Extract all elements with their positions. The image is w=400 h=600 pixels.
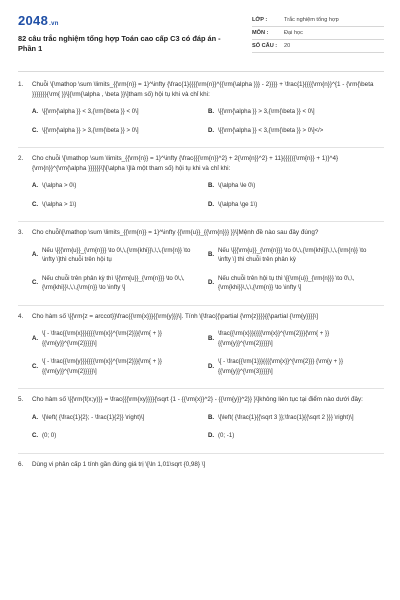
answer-option-c[interactable]	[32, 431, 208, 441]
answer-option-b[interactable]	[208, 181, 384, 191]
option-text: (0; -1)	[218, 432, 235, 439]
option-text: Nếu \[{{\rm{u}}_{\rm{n}}} \to 0\,\,{\rm{khi}}\,\,\,{\rm{n}} \to \infty \] thì chuỗi trên phân kỳ	[218, 246, 367, 263]
answer-option-c[interactable]	[32, 200, 208, 210]
header-left	[18, 13, 240, 71]
option-text: \[ - \frac{{\rm{x}}}{{{{\rm{x}}^{\rm{2}}}{\rm{ + }}{{\rm{y}}^{\rm{2}}}}}\]	[42, 330, 162, 347]
answer-option-c[interactable]	[32, 126, 208, 136]
question-stem	[18, 312, 384, 322]
meta-table	[252, 14, 384, 71]
page-title: 82 câu trắc nghiệm tổng hợp Toán cao cấp C3 có đáp án - Phần 1	[18, 34, 221, 53]
question-number: 1.	[18, 81, 24, 88]
option-text: \[ - \frac{{\rm{1}}}{{{{\rm{x}}^{\rm{2}}} {\rm{y + }}{{\rm{y}}^{\rm{3}}}}}\]	[218, 358, 343, 375]
answer-option-d[interactable]	[208, 126, 384, 136]
option-text: \[{\rm{\alpha }} < 3,{\rm{\beta }} < 0\]	[42, 108, 139, 115]
option-text: Nếu chuỗi trên phân kỳ thì \[{\rm{u}}_{\rm{n}}} \to 0\,\,{\rm{khi}}\,\,\,{\rm{n}} \to \infty \]	[42, 274, 185, 291]
answer-options	[18, 329, 384, 385]
option-letter: B.	[208, 251, 215, 259]
option-text: \[\left( {\frac{1}{{\sqrt 3 }};\frac{1}{{\sqrt 2 }}} \right)\]	[218, 413, 354, 421]
answer-option-d[interactable]	[208, 200, 384, 210]
meta-value: 20	[284, 43, 291, 49]
option-text: \(\alpha > 1\)	[42, 200, 77, 208]
option-text: \[{\rm{\alpha }} > 3,{\rm{\beta }} > 0\]	[42, 126, 139, 134]
question-stem	[18, 395, 384, 405]
option-letter: D.	[208, 279, 215, 287]
question-number: 3.	[18, 229, 24, 236]
option-letter: D.	[208, 200, 215, 208]
answer-options	[18, 246, 384, 302]
question-text: Dùng vi phân cấp 1 tính gần đúng giá trị \[\ln 1,01\sqrt {0,98} \]	[32, 460, 206, 468]
option-letter: D.	[208, 126, 215, 134]
option-letter: A.	[32, 251, 39, 259]
question-number: 4.	[18, 312, 24, 320]
logo-main: 2048	[18, 13, 49, 28]
answer-option-b[interactable]	[208, 246, 384, 265]
answer-option-b[interactable]	[208, 107, 384, 117]
logo-suffix: .vn	[49, 21, 59, 27]
question-stem	[18, 228, 384, 238]
question-number: 2.	[18, 155, 24, 162]
site-logo[interactable]	[18, 13, 240, 28]
question-text: Chuỗi \[\mathop \sum \limits_{{\rm{n}} = 1}^\infty {\frac{1}{{{{\rm{n}}^{{\rm{\alpha }}} - 2}}}} + \frac{1}{{{{\rm{n}}^{1 - {\rm{\beta }}}}}}}{\rm{ }}\]{\rm{\alpha , \beta }}\]tham số) hội tụ khi và chỉ khi:	[32, 81, 374, 98]
question-5	[18, 395, 384, 454]
option-text: \[\left( {\frac{1}{2}; - \frac{1}{2}} \right)\]	[42, 413, 145, 421]
question-stem	[18, 154, 384, 173]
option-text: Nếu \[{{\rm{u}}_{\rm{n}}} \to 0\,\,{\rm{khi}}\,\,\,{\rm{n}} \to \infty \]thì chuỗi trên hội tụ	[42, 246, 191, 263]
answer-option-a[interactable]	[32, 181, 208, 191]
header	[18, 0, 384, 72]
answer-option-a[interactable]	[32, 413, 208, 423]
option-letter: A.	[32, 108, 39, 115]
option-letter: C.	[32, 126, 39, 134]
question-number: 6.	[18, 460, 24, 468]
divider	[18, 147, 384, 148]
option-letter: C.	[32, 279, 39, 287]
divider	[18, 305, 384, 306]
question-text: Cho hàm số \[{\rm{f(x;y)}} = \frac{{{\rm{xy}}}}{\sqrt {1 - {{\rm{x}}^2} - {{\rm{y}}^2}} }\]không liên tục tại điểm nào dưới đây:	[32, 396, 363, 403]
option-letter: A.	[32, 334, 39, 342]
question-text: Cho chuỗi \[\mathop \sum \limits_{{\rm{n}} = 1}^\infty {\frac{{{\rm{n}}^2} + 2{\rm{n}}^2} + 11}{{{{({\rm{n}} + 1)}^4}{\rm{n}}^{\rm{\alpha }}}}}}\]\[\alpha \]là một tham số) hội tụ khi và chỉ khi:	[32, 155, 339, 172]
option-text: \(\alpha > 0\)	[42, 182, 77, 189]
question-stem	[18, 460, 384, 470]
divider	[18, 453, 384, 454]
meta-key: LỚP :	[252, 17, 268, 23]
answer-option-c[interactable]	[32, 357, 208, 376]
option-letter: B.	[208, 108, 215, 115]
answer-options	[18, 413, 384, 450]
option-letter: C.	[32, 432, 39, 439]
option-letter: D.	[208, 432, 215, 439]
option-letter: B.	[208, 413, 215, 421]
question-2	[18, 154, 384, 222]
answer-option-d[interactable]	[208, 357, 384, 376]
answer-options	[18, 107, 384, 144]
option-text: \frac{{\rm{x}}}{{{{\rm{x}}^{\rm{2}}}{\rm{ + }}{{\rm{y}}^{\rm{2}}}}}\]	[218, 330, 330, 347]
question-list	[18, 72, 384, 469]
option-text: \(\alpha \le 0\)	[218, 182, 256, 189]
answer-option-a[interactable]	[32, 246, 208, 265]
option-letter: B.	[208, 334, 215, 342]
question-text: Cho chuỗi\[\mathop \sum \limits_{{\rm{n}} = 1}^\infty {{\rm{u}}_{{\rm{n}}} }}\]Mệnh đề nào sau đây đúng?	[32, 229, 319, 236]
meta-row-class	[252, 14, 384, 27]
option-text: Nếu chuỗi trên hội tụ thì \[{\rm{u}}_{\rm{n}}} \to 0\,\,{\rm{khi}}\,\,\,{\rm{n}} \to \infty \]	[218, 274, 355, 291]
answer-option-c[interactable]	[32, 274, 208, 293]
divider	[18, 221, 384, 222]
option-text: \[ - \frac{{\rm{y}}}{{{{\rm{x}}^{\rm{2}}}{\rm{ + }}{{\rm{y}}^{\rm{2}}}}}\]	[42, 358, 162, 375]
option-text: \(\alpha \ge 1\)	[218, 200, 258, 208]
divider	[18, 388, 384, 389]
meta-row-subject	[252, 27, 384, 40]
question-number: 5.	[18, 396, 24, 403]
meta-key: SỐ CÂU :	[252, 43, 278, 49]
option-text: \[{\rm{\alpha }} > 3,{\rm{\beta }} < 0\]	[218, 108, 315, 115]
option-text: (0; 0)	[42, 432, 57, 439]
question-3	[18, 228, 384, 306]
meta-value: Trắc nghiệm tổng hợp	[284, 17, 339, 23]
question-6	[18, 460, 384, 470]
question-1	[18, 80, 384, 148]
answer-option-a[interactable]	[32, 107, 208, 117]
meta-value: Đại học	[284, 30, 303, 36]
question-4	[18, 312, 384, 390]
answer-option-d[interactable]	[208, 431, 384, 441]
option-letter: B.	[208, 182, 215, 189]
meta-row-count	[252, 40, 384, 53]
option-letter: C.	[32, 200, 39, 208]
answer-option-a[interactable]	[32, 329, 208, 348]
option-letter: A.	[32, 182, 39, 189]
option-letter: D.	[208, 362, 215, 370]
option-letter: C.	[32, 362, 39, 370]
question-stem	[18, 80, 384, 99]
answer-option-d[interactable]	[208, 274, 384, 293]
answer-option-b[interactable]	[208, 413, 384, 423]
question-text: Cho hàm số \[{\rm{z = arccot}}\frac{{\rm{x}}}{{\rm{y}}}\]. Tính \[\frac{{\partial {\rm{z}}}}{{\partial {\rm{y}}}}\]	[32, 312, 319, 320]
option-text: \[{\rm{\alpha }} < 3,{\rm{\beta }} > 0\]</>	[218, 126, 324, 134]
meta-key: MÔN :	[252, 30, 269, 36]
answer-options	[18, 181, 384, 218]
option-letter: A.	[32, 413, 39, 421]
answer-option-b[interactable]	[208, 329, 384, 348]
